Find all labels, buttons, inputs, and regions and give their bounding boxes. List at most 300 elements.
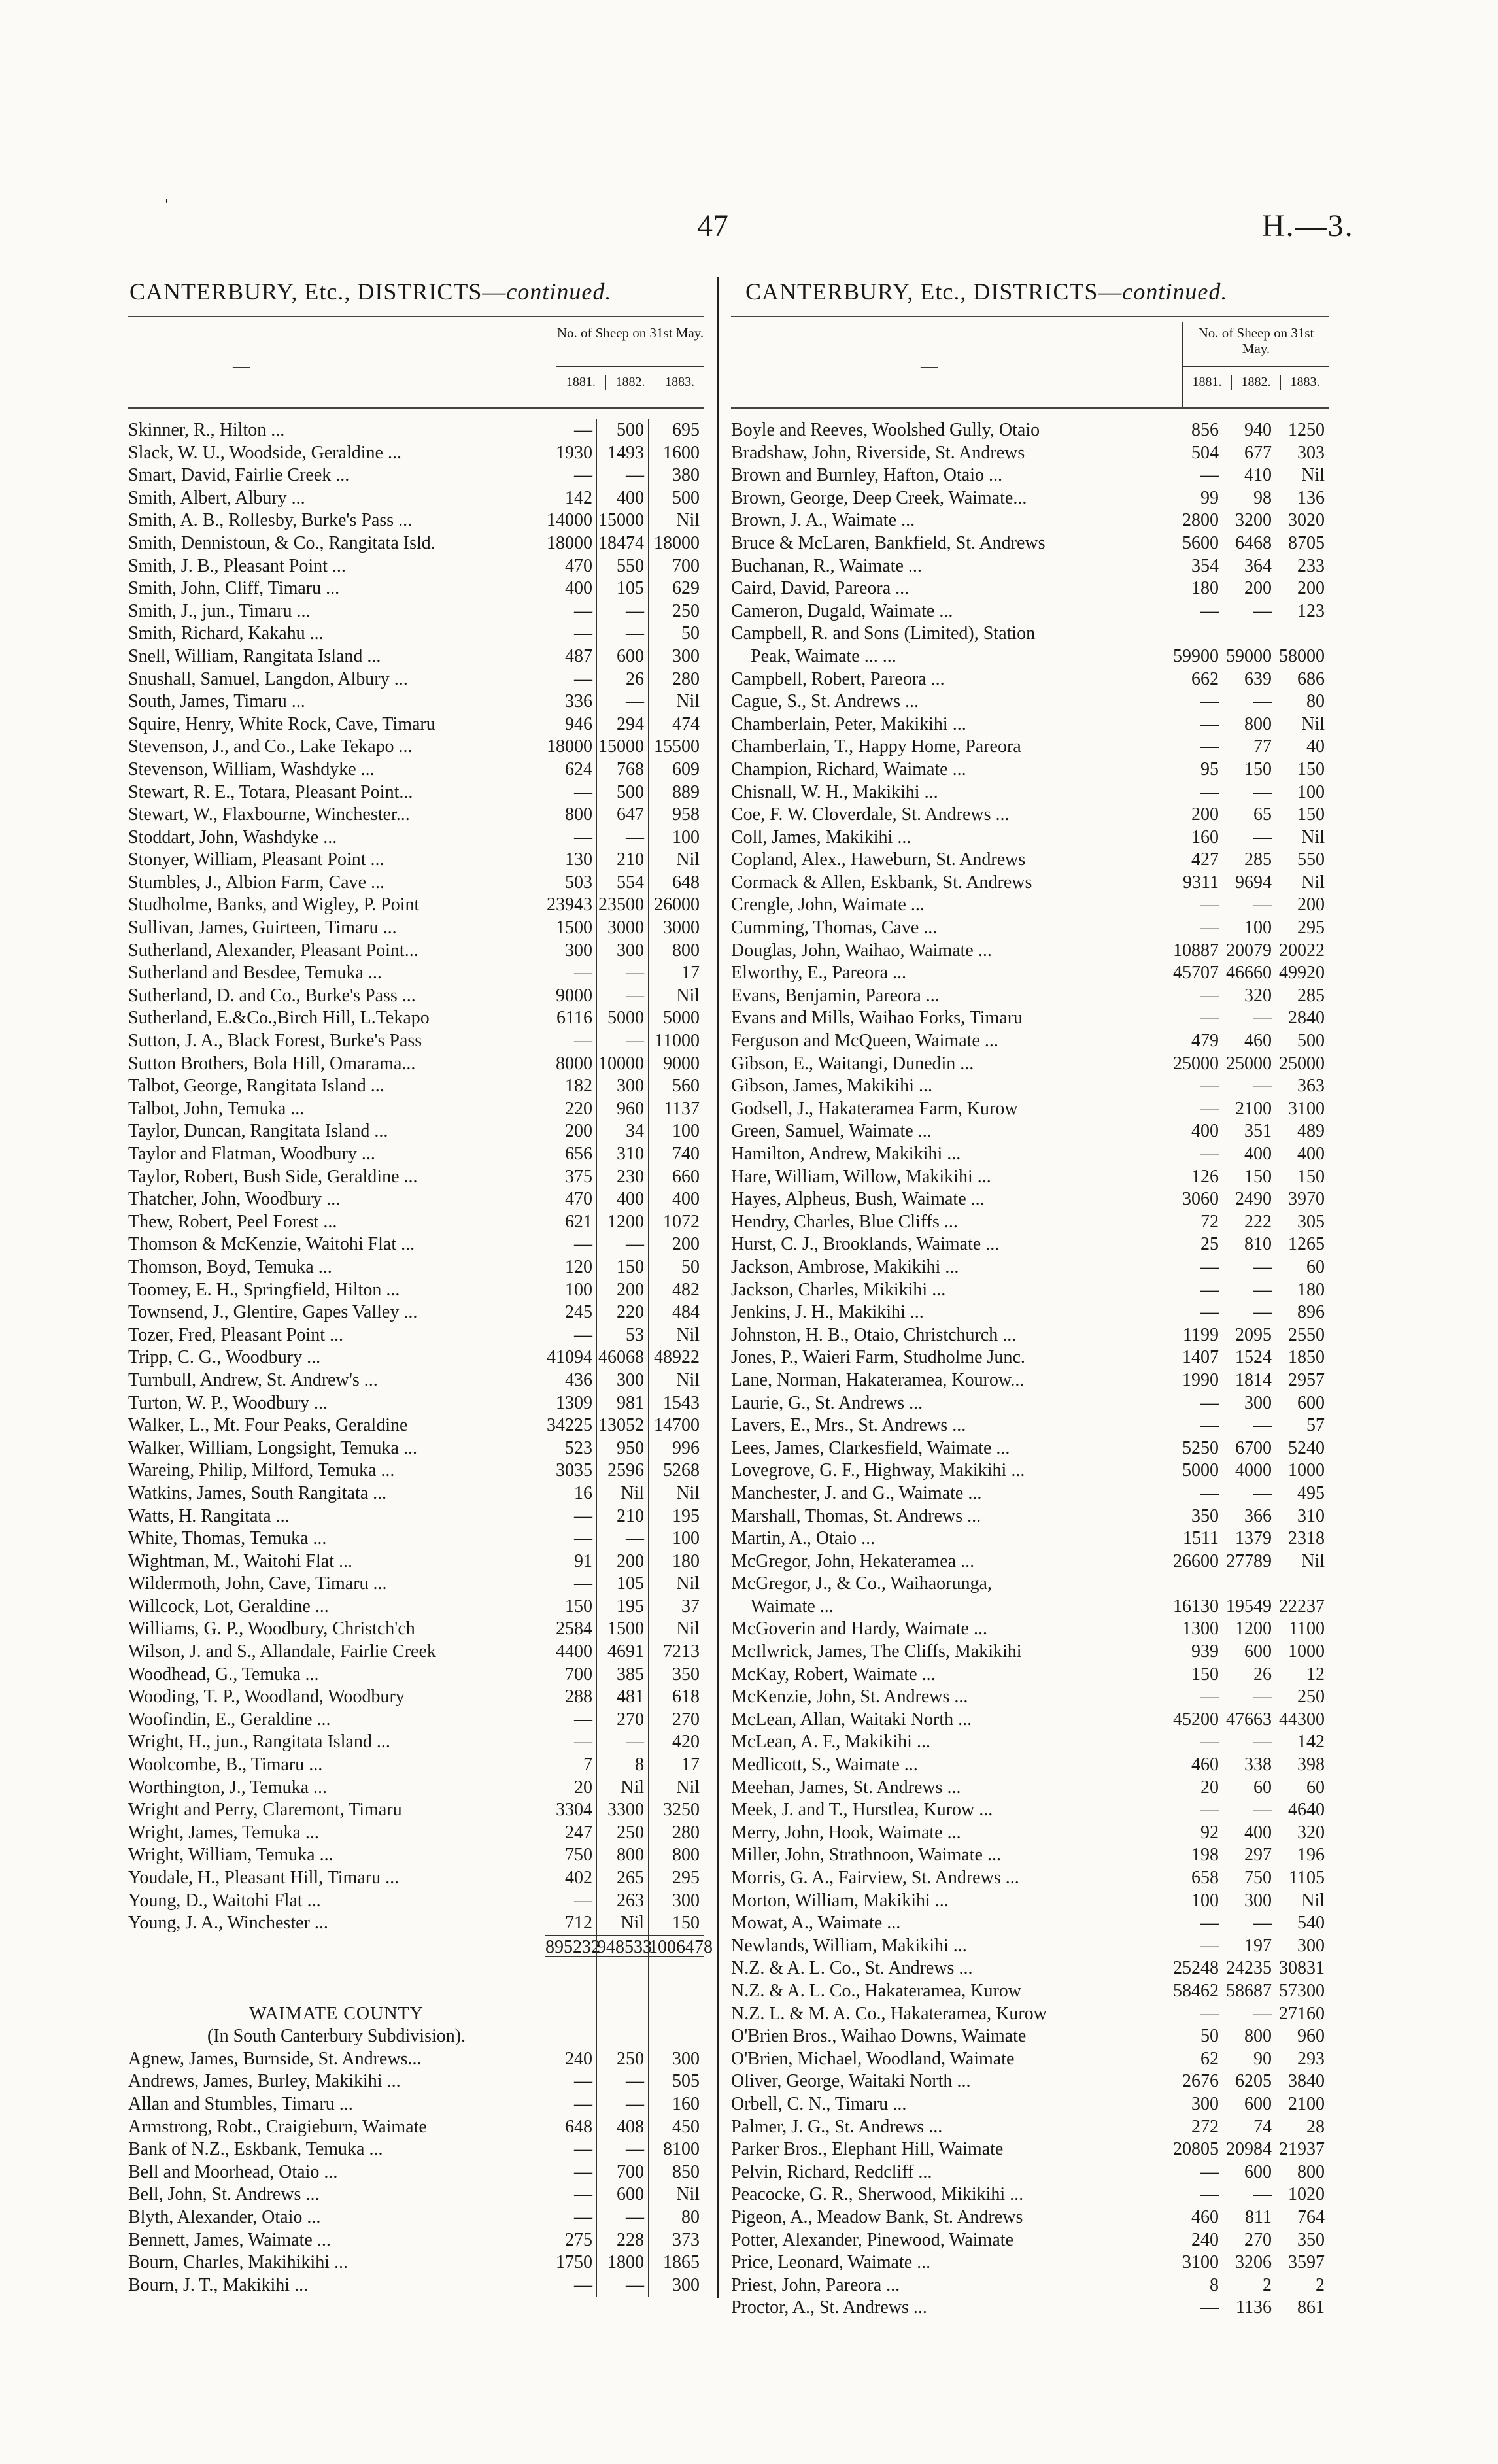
sheep-1881: 26600 bbox=[1170, 1550, 1223, 1573]
sheep-1881: 120 bbox=[545, 1256, 596, 1279]
sheep-1882: 263 bbox=[596, 1890, 648, 1913]
table-row bbox=[731, 1550, 1329, 1573]
sheep-1882: 25000 bbox=[1223, 1053, 1276, 1076]
sheep-1881: — bbox=[1170, 2183, 1223, 2206]
sheep-1883: 17 bbox=[648, 1754, 704, 1777]
column-divider bbox=[717, 277, 719, 2298]
owner-name: Coll, James, Makikihi ... bbox=[731, 827, 911, 847]
table-row bbox=[128, 442, 704, 465]
sheep-1883: 3000 bbox=[648, 917, 704, 940]
table-row bbox=[731, 1392, 1329, 1415]
table-row bbox=[128, 1007, 704, 1030]
table-row bbox=[128, 1143, 704, 1166]
sheep-1882: 550 bbox=[596, 555, 648, 578]
table-row bbox=[128, 2116, 704, 2139]
sheep-1881: 624 bbox=[545, 759, 596, 781]
sheep-1881: — bbox=[545, 464, 596, 487]
table-row bbox=[731, 2274, 1329, 2297]
spacer-cell bbox=[128, 1957, 545, 1980]
owner-name: McLean, A. F., Makikihi ... bbox=[731, 1732, 930, 1753]
sheep-1883: 142 bbox=[1276, 1731, 1329, 1754]
sheep-1883: 150 bbox=[1276, 1166, 1329, 1189]
sheep-1881: 150 bbox=[1170, 1664, 1223, 1686]
sheep-1883: 300 bbox=[648, 2274, 704, 2297]
sheep-1881: — bbox=[545, 2093, 596, 2116]
sheep-1881: — bbox=[545, 1731, 596, 1754]
sheep-1882: 65 bbox=[1223, 804, 1276, 827]
table-row bbox=[731, 985, 1329, 1008]
owner-name: Cormack & Allen, Eskbank, St. Andrews bbox=[731, 872, 1032, 893]
sheep-1883: 686 bbox=[1276, 668, 1329, 691]
owner-name: Andrews, James, Burley, Makikihi ... bbox=[128, 2071, 401, 2092]
owner-name: Potter, Alexander, Pinewood, Waimate bbox=[731, 2229, 1014, 2250]
table-row bbox=[731, 2229, 1329, 2252]
sheep-1883: 3020 bbox=[1276, 509, 1329, 532]
sheep-1883: 996 bbox=[648, 1437, 704, 1460]
owner-name: Brown, George, Deep Creek, Waimate... bbox=[731, 487, 1027, 508]
owner-name: Sutherland, D. and Co., Burke's Pass ... bbox=[128, 985, 416, 1006]
table-row bbox=[128, 1482, 704, 1505]
sheep-1882: 300 bbox=[596, 1075, 648, 1098]
sheep-1882: 2596 bbox=[596, 1460, 648, 1482]
sheep-1882: — bbox=[596, 1528, 648, 1550]
sheep-1881: — bbox=[1170, 464, 1223, 487]
table-row bbox=[128, 781, 704, 804]
sheep-1882: — bbox=[596, 600, 648, 623]
sheep-1881: 8 bbox=[1170, 2274, 1223, 2297]
owner-name: Young, D., Waitohi Flat ... bbox=[128, 1890, 321, 1911]
table-row bbox=[731, 509, 1329, 532]
sheep-1883: 960 bbox=[1276, 2025, 1329, 2048]
table-row bbox=[731, 1686, 1329, 1709]
owner-name: Lane, Norman, Hakateramea, Kourow... bbox=[731, 1369, 1025, 1390]
owner-name: Godsell, J., Hakateramea Farm, Kurow bbox=[731, 1098, 1018, 1119]
table-row bbox=[128, 940, 704, 963]
sheep-1881: 16130 bbox=[1170, 1596, 1223, 1618]
sheep-1883: 80 bbox=[648, 2206, 704, 2229]
table-row bbox=[128, 2070, 704, 2093]
owner-name: Tozer, Fred, Pleasant Point ... bbox=[128, 1324, 343, 1345]
table-row bbox=[128, 1053, 704, 1076]
sheep-1882: 210 bbox=[596, 1505, 648, 1528]
sheep-1883: 7213 bbox=[648, 1641, 704, 1664]
sheep-1882: 13052 bbox=[596, 1414, 648, 1437]
owner-name: Watkins, James, South Rangitata ... bbox=[128, 1482, 387, 1503]
owner-name: Coe, F. W. Cloverdale, St. Andrews ... bbox=[731, 804, 1010, 825]
owner-name: South, James, Timaru ... bbox=[128, 691, 305, 712]
sheep-1882: 554 bbox=[596, 872, 648, 895]
table-row bbox=[731, 1460, 1329, 1482]
table-row bbox=[731, 2070, 1329, 2093]
sheep-1883: 285 bbox=[1276, 985, 1329, 1008]
sheep-1883: 250 bbox=[1276, 1686, 1329, 1709]
sheep-1883: 11000 bbox=[648, 1030, 704, 1053]
owner-name: Sullivan, James, Guirteen, Timaru ... bbox=[128, 917, 397, 938]
table-row bbox=[128, 1233, 704, 1256]
sheep-1882: — bbox=[596, 623, 648, 645]
sheep-1881: 712 bbox=[545, 1912, 596, 1935]
sheep-1883: 280 bbox=[648, 668, 704, 691]
table-row bbox=[731, 2161, 1329, 2184]
spacer-cell bbox=[648, 1980, 704, 2003]
table-row bbox=[731, 736, 1329, 759]
sheep-1881: 1300 bbox=[1170, 1618, 1223, 1641]
sheep-1883: 3970 bbox=[1276, 1188, 1329, 1211]
table-row bbox=[128, 985, 704, 1008]
sheep-1882: 364 bbox=[1223, 555, 1276, 578]
sheep-1882: — bbox=[1223, 600, 1276, 623]
sheep-1883: 80 bbox=[1276, 691, 1329, 713]
sheep-1883: 100 bbox=[648, 827, 704, 849]
sheep-1883: Nil bbox=[648, 1777, 704, 1800]
sheep-1883: 618 bbox=[648, 1686, 704, 1709]
sheep-1881: 2584 bbox=[545, 1618, 596, 1641]
sheep-1883: 484 bbox=[648, 1301, 704, 1324]
owner-name: Evans and Mills, Waihao Forks, Timaru bbox=[731, 1008, 1023, 1029]
sheep-1883: 200 bbox=[648, 1233, 704, 1256]
owner-name: Wareing, Philip, Milford, Temuka ... bbox=[128, 1460, 395, 1481]
table-row bbox=[731, 1437, 1329, 1460]
sheep-1883: 150 bbox=[1276, 804, 1329, 827]
sheep-1882: 600 bbox=[1223, 1641, 1276, 1664]
sheep-1881: 100 bbox=[545, 1279, 596, 1302]
sheep-1881: — bbox=[545, 2274, 596, 2297]
owner-name: Johnston, H. B., Otaio, Christchurch ... bbox=[731, 1324, 1017, 1345]
sheep-1881: 4400 bbox=[545, 1641, 596, 1664]
table-row bbox=[128, 2251, 704, 2274]
sheep-1882: 1379 bbox=[1223, 1528, 1276, 1550]
sheep-1881: 18000 bbox=[545, 736, 596, 759]
table-row bbox=[128, 1709, 704, 1732]
sheep-1883: 489 bbox=[1276, 1120, 1329, 1143]
owner-name: Woodhead, G., Temuka ... bbox=[128, 1664, 319, 1685]
left-column bbox=[128, 316, 713, 2297]
sheep-1882: 297 bbox=[1223, 1844, 1276, 1867]
owner-name: Marshall, Thomas, St. Andrews ... bbox=[731, 1505, 981, 1526]
sheep-1883: 1850 bbox=[1276, 1346, 1329, 1369]
sheep-1883: 350 bbox=[648, 1664, 704, 1686]
owner-name: Palmer, J. G., St. Andrews ... bbox=[731, 2116, 943, 2137]
left-table-body bbox=[128, 419, 713, 2297]
owner-name: Snushall, Samuel, Langdon, Albury ... bbox=[128, 668, 408, 689]
sheep-1883: 8705 bbox=[1276, 532, 1329, 555]
table-row bbox=[128, 917, 704, 940]
owner-name: Toomey, E. H., Springfield, Hilton ... bbox=[128, 1279, 400, 1300]
sheep-1882: 1814 bbox=[1223, 1369, 1276, 1392]
sheep-1881: 1511 bbox=[1170, 1528, 1223, 1550]
sheep-1883: 200 bbox=[1276, 894, 1329, 917]
sheep-1883: 295 bbox=[1276, 917, 1329, 940]
owner-name: Waimate ... bbox=[751, 1596, 834, 1617]
table-row bbox=[128, 2161, 704, 2184]
sheep-1883: 180 bbox=[648, 1550, 704, 1573]
sheep-1883: 30831 bbox=[1276, 1957, 1329, 1980]
sheep-1881: 272 bbox=[1170, 2116, 1223, 2139]
sheep-1881: — bbox=[545, 827, 596, 849]
owner-name: Bennett, James, Waimate ... bbox=[128, 2229, 331, 2250]
sheep-1883: 200 bbox=[1276, 577, 1329, 600]
table-row bbox=[128, 1731, 704, 1754]
table-row bbox=[731, 1166, 1329, 1189]
owner-name: Thomson, Boyd, Temuka ... bbox=[128, 1256, 332, 1277]
sheep-1883: 57 bbox=[1276, 1414, 1329, 1437]
sheep-1883: 1865 bbox=[648, 2251, 704, 2274]
table-row bbox=[128, 894, 704, 917]
sheep-1882: 46660 bbox=[1223, 962, 1276, 985]
owner-name: Gibson, James, Makikihi ... bbox=[731, 1076, 932, 1097]
sheep-1883: Nil bbox=[648, 1573, 704, 1596]
sheep-1883: 1543 bbox=[648, 1392, 704, 1415]
sheep-1883: 1100 bbox=[1276, 1618, 1329, 1641]
table-row bbox=[731, 1279, 1329, 1302]
table-row bbox=[128, 1256, 704, 1279]
sheep-1883: 1000 bbox=[1276, 1460, 1329, 1482]
table-row bbox=[731, 1867, 1329, 1890]
sheep-count-header: No. of Sheep on 31st May. bbox=[556, 325, 704, 341]
table-row bbox=[731, 804, 1329, 827]
table-row bbox=[128, 1799, 704, 1822]
owner-name: Medlicott, S., Waimate ... bbox=[731, 1754, 918, 1775]
sheep-1881: 648 bbox=[545, 2116, 596, 2139]
table-row bbox=[731, 962, 1329, 985]
sheep-1881: — bbox=[1170, 894, 1223, 917]
county-title: WAIMATE COUNTY bbox=[249, 2003, 424, 2024]
owner-name: Bradshaw, John, Riverside, St. Andrews bbox=[731, 442, 1025, 463]
spacer-cell bbox=[648, 2003, 704, 2026]
sheep-1882: 195 bbox=[596, 1596, 648, 1618]
sheep-1881: 503 bbox=[545, 872, 596, 895]
table-row bbox=[128, 849, 704, 872]
sheep-1881 bbox=[1170, 623, 1223, 645]
sheep-1881: 182 bbox=[545, 1075, 596, 1098]
page-reference: H.—3. bbox=[1262, 209, 1354, 243]
spacer-cell bbox=[545, 2003, 596, 2026]
table-row bbox=[128, 1324, 704, 1347]
owner-name: Taylor, Duncan, Rangitata Island ... bbox=[128, 1121, 388, 1142]
sheep-1881: — bbox=[545, 1324, 596, 1347]
owner-name: Thatcher, John, Woodbury ... bbox=[128, 1189, 341, 1210]
sheep-1881: 1750 bbox=[545, 2251, 596, 2274]
sheep-1883: 100 bbox=[648, 1528, 704, 1550]
page-number: 47 bbox=[697, 209, 728, 243]
sheep-1882: — bbox=[596, 985, 648, 1008]
table-row bbox=[128, 532, 704, 555]
sheep-1882: 24235 bbox=[1223, 1957, 1276, 1980]
sheep-1881: 400 bbox=[1170, 1120, 1223, 1143]
table-row bbox=[731, 894, 1329, 917]
sheep-1882: 1500 bbox=[596, 1618, 648, 1641]
sheep-1882: 310 bbox=[596, 1143, 648, 1166]
totals-row bbox=[128, 1935, 713, 1958]
sheep-1883: 2550 bbox=[1276, 1324, 1329, 1347]
spacer-cell bbox=[128, 1980, 545, 2003]
sheep-1881: — bbox=[545, 2206, 596, 2229]
sheep-1883: 280 bbox=[648, 1822, 704, 1845]
sheep-1882: — bbox=[1223, 2003, 1276, 2026]
sheep-1882: 150 bbox=[1223, 759, 1276, 781]
total-1882: 948533 bbox=[596, 1935, 648, 1958]
table-row bbox=[128, 2183, 704, 2206]
owner-name: Chamberlain, T., Happy Home, Pareora bbox=[731, 736, 1021, 757]
sheep-1883: 1265 bbox=[1276, 1233, 1329, 1256]
sheep-1881: — bbox=[545, 2138, 596, 2161]
sheep-1882: — bbox=[596, 464, 648, 487]
owner-name: Wildermoth, John, Cave, Timaru ... bbox=[128, 1573, 387, 1594]
sheep-1881: — bbox=[1170, 1007, 1223, 1030]
sheep-1881: 34225 bbox=[545, 1414, 596, 1437]
owner-name: Oliver, George, Waitaki North ... bbox=[731, 2071, 971, 2092]
sheep-1883: 482 bbox=[648, 1279, 704, 1302]
sheep-1881: 523 bbox=[545, 1437, 596, 1460]
sheep-1882: 600 bbox=[1223, 2161, 1276, 2184]
owner-name: N.Z. L. & M. A. Co., Hakateramea, Kurow bbox=[731, 2003, 1047, 2024]
sheep-1881: — bbox=[545, 1505, 596, 1528]
owner-name: Campbell, R. and Sons (Limited), Station bbox=[731, 623, 1036, 644]
sheep-1881: 800 bbox=[545, 804, 596, 827]
year-header: 1883. bbox=[655, 375, 704, 390]
sheep-1881: 3035 bbox=[545, 1460, 596, 1482]
sheep-1883: 250 bbox=[648, 600, 704, 623]
sheep-1883: 3597 bbox=[1276, 2251, 1329, 2274]
sheep-count-header: No. of Sheep on 31st May. bbox=[1198, 325, 1314, 356]
year-header: 1883. bbox=[1280, 375, 1329, 390]
right-table-body bbox=[731, 419, 1329, 2319]
sheep-1882: — bbox=[1223, 1912, 1276, 1935]
owner-name: Wright, H., jun., Rangitata Island ... bbox=[128, 1732, 390, 1753]
sheep-1882: 5000 bbox=[596, 1007, 648, 1030]
sheep-1882: 10000 bbox=[596, 1053, 648, 1076]
owner-name: Watts, H. Rangitata ... bbox=[128, 1505, 290, 1526]
sheep-1883: 22237 bbox=[1276, 1596, 1329, 1618]
sheep-1882: 6205 bbox=[1223, 2070, 1276, 2093]
sheep-1881: 160 bbox=[1170, 827, 1223, 849]
sheep-1881: — bbox=[1170, 1482, 1223, 1505]
sheep-1882: 60 bbox=[1223, 1777, 1276, 1800]
owner-name: Jenkins, J. H., Makikihi ... bbox=[731, 1302, 924, 1323]
sheep-1883: 37 bbox=[648, 1596, 704, 1618]
sheep-1881: 939 bbox=[1170, 1641, 1223, 1664]
sheep-1883: Nil bbox=[648, 1324, 704, 1347]
table-row bbox=[731, 1098, 1329, 1121]
sheep-1881: — bbox=[1170, 2161, 1223, 2184]
sheep-1882: 285 bbox=[1223, 849, 1276, 872]
sheep-1881: 25 bbox=[1170, 1233, 1223, 1256]
table-row bbox=[128, 1844, 704, 1867]
margin-mark: ' bbox=[165, 196, 169, 212]
sheep-1881: 856 bbox=[1170, 419, 1223, 442]
sheep-1882: 74 bbox=[1223, 2116, 1276, 2139]
sheep-1881: 658 bbox=[1170, 1867, 1223, 1890]
owner-name: Stevenson, J., and Co., Lake Tekapo ... bbox=[128, 736, 413, 757]
sheep-1882: — bbox=[596, 2138, 648, 2161]
table-row bbox=[128, 1912, 704, 1935]
name-column-dash: — bbox=[233, 356, 250, 375]
sheep-1883: Nil bbox=[648, 849, 704, 872]
table-row bbox=[128, 2274, 704, 2297]
sheep-1881: — bbox=[1170, 2003, 1223, 2026]
table-row bbox=[128, 600, 704, 623]
sheep-1881: 200 bbox=[545, 1120, 596, 1143]
sheep-1882: — bbox=[596, 1233, 648, 1256]
sheep-1883: 560 bbox=[648, 1075, 704, 1098]
sheep-1882: 800 bbox=[1223, 713, 1276, 736]
owner-name: Smith, J. B., Pleasant Point ... bbox=[128, 555, 346, 576]
owner-name: Smith, A. B., Rollesby, Burke's Pass ... bbox=[128, 510, 413, 531]
sheep-1881: 300 bbox=[545, 940, 596, 963]
sheep-1883: 49920 bbox=[1276, 962, 1329, 985]
sheep-1883: 25000 bbox=[1276, 1053, 1329, 1076]
table-row bbox=[731, 1030, 1329, 1053]
owner-name: Meehan, James, St. Andrews ... bbox=[731, 1777, 961, 1798]
owner-name: Sutherland, E.&Co.,Birch Hill, L.Tekapo bbox=[128, 1008, 430, 1029]
owner-name: Morton, William, Makikihi ... bbox=[731, 1890, 949, 1911]
totals-label bbox=[128, 1935, 545, 1958]
sheep-1883: 500 bbox=[1276, 1030, 1329, 1053]
sheep-1883: 1072 bbox=[648, 1211, 704, 1234]
sheep-1881: 7 bbox=[545, 1754, 596, 1777]
sheep-1882: 6700 bbox=[1223, 1437, 1276, 1460]
table-row bbox=[731, 1075, 1329, 1098]
owner-name: Orbell, C. N., Timaru ... bbox=[731, 2093, 907, 2114]
table-row bbox=[731, 1188, 1329, 1211]
sheep-1881: 1930 bbox=[545, 442, 596, 465]
table-row bbox=[128, 555, 704, 578]
owner-name: Elworthy, E., Pareora ... bbox=[731, 963, 906, 984]
owner-name: Wilson, J. and S., Allandale, Fairlie Creek bbox=[128, 1641, 436, 1662]
sheep-1881: 92 bbox=[1170, 1822, 1223, 1845]
sheep-1882: 4691 bbox=[596, 1641, 648, 1664]
owner-name: O'Brien, Michael, Woodland, Waimate bbox=[731, 2048, 1015, 2069]
table-row bbox=[128, 623, 704, 645]
sheep-1882: — bbox=[1223, 1007, 1276, 1030]
sheep-1881: — bbox=[1170, 781, 1223, 804]
sheep-1881: 1500 bbox=[545, 917, 596, 940]
table-row bbox=[128, 668, 704, 691]
owner-name: Bourn, Charles, Makihikihi ... bbox=[128, 2252, 348, 2273]
table-row bbox=[731, 1414, 1329, 1437]
owner-name: Laurie, G., St. Andrews ... bbox=[731, 1392, 923, 1413]
sheep-1882: 23500 bbox=[596, 894, 648, 917]
sheep-1881: 240 bbox=[1170, 2229, 1223, 2252]
sheep-1882: 400 bbox=[596, 487, 648, 510]
sheep-1881: — bbox=[545, 600, 596, 623]
sheep-1882: 46068 bbox=[596, 1346, 648, 1369]
sheep-1882: 300 bbox=[1223, 1890, 1276, 1913]
table-row bbox=[128, 1211, 704, 1234]
sheep-1883: 57300 bbox=[1276, 1980, 1329, 2003]
table-row bbox=[731, 1505, 1329, 1528]
sheep-1881: 20 bbox=[1170, 1777, 1223, 1800]
sheep-1882: 26 bbox=[1223, 1664, 1276, 1686]
sheep-1881: 662 bbox=[1170, 668, 1223, 691]
owner-name: Wright, James, Temuka ... bbox=[128, 1822, 319, 1843]
sheep-1881: 946 bbox=[545, 713, 596, 736]
owner-name: Sutton, J. A., Black Forest, Burke's Pass bbox=[128, 1031, 422, 1052]
sheep-1881: — bbox=[1170, 713, 1223, 736]
table-row bbox=[128, 577, 704, 600]
owner-name: Willcock, Lot, Geraldine ... bbox=[128, 1596, 329, 1617]
spacer-cell bbox=[596, 2003, 648, 2026]
sheep-1882: — bbox=[596, 827, 648, 849]
right-table-header bbox=[731, 316, 1329, 407]
table-row bbox=[731, 1007, 1329, 1030]
sheep-1883: 300 bbox=[648, 2048, 704, 2071]
sheep-1882: 1493 bbox=[596, 442, 648, 465]
table-row bbox=[731, 872, 1329, 895]
sheep-1882: 20079 bbox=[1223, 940, 1276, 963]
owner-name: Evans, Benjamin, Pareora ... bbox=[731, 985, 940, 1006]
owner-name: Proctor, A., St. Andrews ... bbox=[731, 2297, 927, 2318]
